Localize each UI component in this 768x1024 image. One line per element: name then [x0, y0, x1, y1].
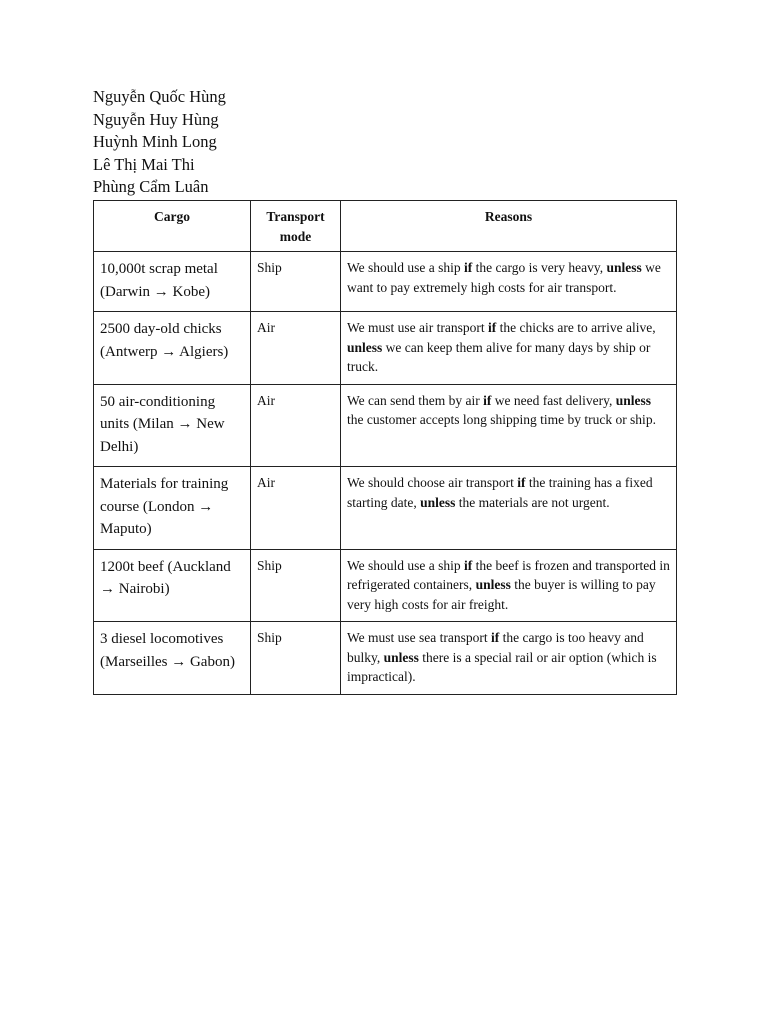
table-row	[94, 252, 677, 312]
cargo-cell: Materials for training course (London → Maputo)	[94, 467, 251, 550]
reason-cell: We must use air transport if the chicks are to arrive alive, unless we can keep them alive for many days by ship or truck.	[341, 312, 677, 385]
reason-cell: We should use a ship if the cargo is very heavy, unless we want to pay extremely high costs for air transport.	[341, 252, 677, 312]
mode-cell: Air	[251, 384, 341, 467]
header-transport-mode: Transport mode	[251, 201, 341, 252]
mode-cell: Air	[251, 312, 341, 385]
cargo-cell: 50 air-conditioning units (Milan → New Delhi)	[94, 384, 251, 467]
mode-cell: Ship	[251, 549, 341, 622]
mode-cell: Ship	[251, 252, 341, 312]
table-row	[94, 312, 677, 385]
reason-cell: We should use a ship if the beef is frozen and transported in refrigerated containers, unless the buyer is willing to pay very high costs for air freight.	[341, 549, 677, 622]
author-name: Nguyễn Huy Hùng	[93, 109, 219, 129]
author-name: Nguyễn Quốc Hùng	[93, 87, 226, 106]
header-cargo: Cargo	[94, 201, 251, 252]
table-row	[94, 384, 677, 467]
reason-cell: We should choose air transport if the training has a fixed starting date, unless the materials are not urgent.	[341, 467, 677, 550]
table-row	[94, 549, 677, 622]
header-reasons: Reasons	[341, 201, 677, 252]
table-header-row	[94, 201, 677, 252]
mode-cell: Air	[251, 467, 341, 550]
cargo-transport-table	[93, 200, 677, 695]
author-name: Lê Thị Mai Thi	[93, 154, 195, 174]
mode-cell: Ship	[251, 622, 341, 695]
table-row	[94, 622, 677, 695]
author-name: Huỳnh Minh Long	[93, 132, 217, 152]
cargo-cell: 1200t beef (Auckland → Nairobi)	[94, 549, 251, 622]
author-list	[93, 86, 226, 199]
author-name: Phùng Cẩm Luân	[93, 177, 209, 197]
reason-cell: We can send them by air if we need fast delivery, unless the customer accepts long shipping time by truck or ship.	[341, 384, 677, 467]
table-row	[94, 467, 677, 550]
cargo-cell: 10,000t scrap metal (Darwin → Kobe)	[94, 252, 251, 312]
cargo-cell: 3 diesel locomotives (Marseilles → Gabon)	[94, 622, 251, 695]
cargo-cell: 2500 day-old chicks (Antwerp → Algiers)	[94, 312, 251, 385]
reason-cell: We must use sea transport if the cargo is too heavy and bulky, unless there is a special rail or air option (which is impractical).	[341, 622, 677, 695]
